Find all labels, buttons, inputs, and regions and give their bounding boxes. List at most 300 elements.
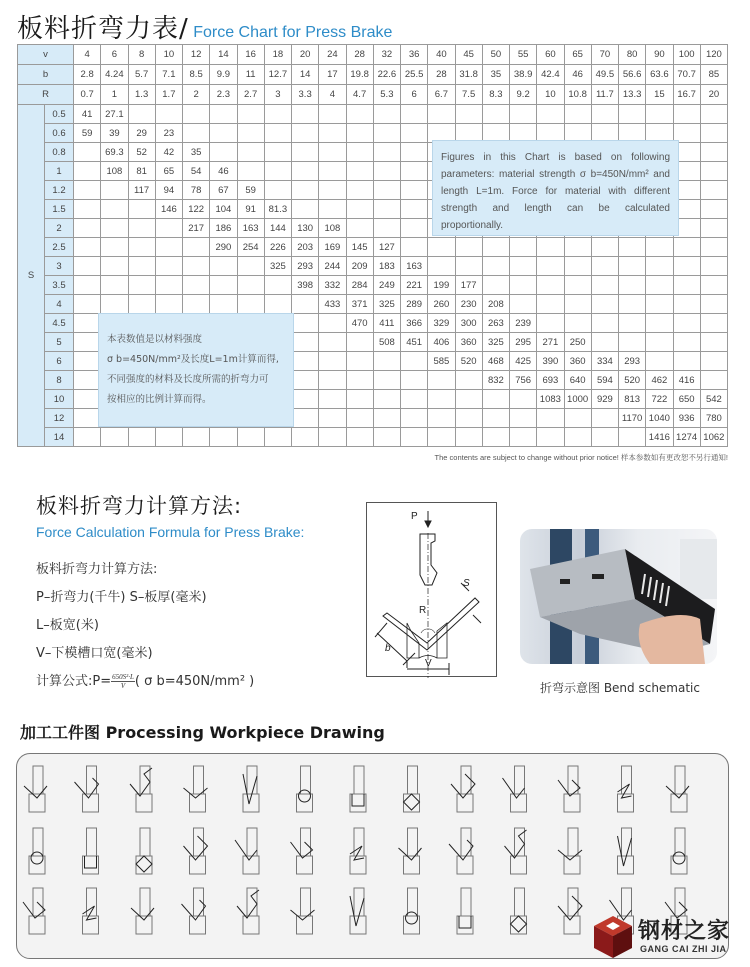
table-cell	[319, 371, 346, 390]
table-cell: 411	[373, 314, 400, 333]
table-cell	[74, 428, 101, 447]
table-cell	[210, 276, 237, 295]
table-cell	[700, 371, 727, 390]
table-cell	[591, 105, 618, 124]
table-cell: 271	[537, 333, 564, 352]
thickness-label: 12	[45, 409, 74, 428]
table-cell: 1.3	[128, 85, 155, 105]
table-cell	[455, 257, 482, 276]
table-cell: 1062	[700, 428, 727, 447]
table-cell	[101, 219, 128, 238]
table-cell: 1083	[537, 390, 564, 409]
table-cell: 594	[591, 371, 618, 390]
note-zh-line: 不同强度的材料及长度所需的折弯力可	[107, 374, 269, 385]
workpiece-section-title: 加工工件图 Processing Workpiece Drawing	[20, 723, 385, 742]
table-cell	[74, 314, 101, 333]
table-cell	[74, 200, 101, 219]
table-cell	[564, 295, 591, 314]
table-cell	[564, 314, 591, 333]
table-cell: 366	[401, 314, 428, 333]
table-cell	[210, 428, 237, 447]
table-cell	[74, 257, 101, 276]
table-cell: 640	[564, 371, 591, 390]
table-cell	[455, 390, 482, 409]
table-cell: 11.7	[591, 85, 618, 105]
table-cell	[373, 409, 400, 428]
table-cell	[700, 181, 727, 200]
table-cell	[237, 276, 264, 295]
table-header-row-v	[18, 45, 728, 65]
table-cell	[591, 428, 618, 447]
formula-line: 板料折弯力计算方法:	[36, 562, 158, 577]
table-cell: 4.24	[101, 65, 128, 85]
table-cell	[401, 428, 428, 447]
table-cell	[591, 295, 618, 314]
table-cell: 80	[619, 45, 646, 65]
formula-line: V–下模槽口宽(毫米)	[36, 646, 153, 661]
table-cell	[292, 162, 319, 181]
table-cell: 46	[210, 162, 237, 181]
table-cell	[428, 257, 455, 276]
table-header-row-b	[18, 65, 728, 85]
table-row	[18, 295, 728, 314]
table-cell: 6	[401, 85, 428, 105]
press-brake-bend-icon	[367, 503, 498, 678]
table-cell: 10.8	[564, 85, 591, 105]
table-cell	[619, 333, 646, 352]
table-cell	[292, 371, 319, 390]
table-cell: 325	[482, 333, 509, 352]
table-cell	[373, 219, 400, 238]
table-cell	[401, 238, 428, 257]
table-cell	[700, 352, 727, 371]
table-cell: 230	[455, 295, 482, 314]
table-cell	[373, 428, 400, 447]
table-cell: 284	[346, 276, 373, 295]
table-cell	[373, 200, 400, 219]
table-cell	[673, 333, 700, 352]
table-cell	[155, 295, 182, 314]
logo-cube-icon	[592, 914, 634, 960]
note-zh-line: 按相应的比例计算而得。	[107, 394, 212, 405]
table-cell: 38.9	[510, 65, 537, 85]
table-cell	[700, 333, 727, 352]
thickness-label: 4	[45, 295, 74, 314]
table-cell	[292, 105, 319, 124]
table-cell: 17	[319, 65, 346, 85]
table-cell: 11	[237, 65, 264, 85]
logo-name-pinyin: GANG CAI ZHI JIA	[640, 944, 727, 954]
table-cell: 300	[455, 314, 482, 333]
table-cell	[373, 124, 400, 143]
table-cell: 756	[510, 371, 537, 390]
thickness-label: 3.5	[45, 276, 74, 295]
table-cell	[646, 333, 673, 352]
table-cell	[646, 352, 673, 371]
table-cell: 451	[401, 333, 428, 352]
table-cell	[537, 314, 564, 333]
table-cell: 3	[264, 85, 291, 105]
table-cell	[292, 428, 319, 447]
table-row	[18, 105, 728, 124]
table-cell	[74, 409, 101, 428]
table-cell	[101, 295, 128, 314]
table-cell: 8.5	[183, 65, 210, 85]
table-cell: 90	[646, 45, 673, 65]
table-cell	[401, 181, 428, 200]
table-cell	[700, 143, 727, 162]
table-cell	[673, 105, 700, 124]
table-cell	[401, 124, 428, 143]
table-cell	[401, 390, 428, 409]
table-cell: 52	[128, 143, 155, 162]
thickness-label: 5	[45, 333, 74, 352]
table-cell	[510, 276, 537, 295]
table-cell	[346, 352, 373, 371]
bend-photo	[520, 529, 717, 664]
table-cell	[537, 276, 564, 295]
table-cell	[428, 371, 455, 390]
table-cell	[346, 219, 373, 238]
table-cell: 468	[482, 352, 509, 371]
table-cell: 146	[155, 200, 182, 219]
thickness-label: 0.8	[45, 143, 74, 162]
table-header-row-r	[18, 85, 728, 105]
table-cell	[292, 314, 319, 333]
table-cell: 0.7	[74, 85, 101, 105]
table-cell: 508	[373, 333, 400, 352]
table-cell: 244	[319, 257, 346, 276]
table-cell	[428, 428, 455, 447]
table-cell: 39	[101, 124, 128, 143]
table-cell: 325	[264, 257, 291, 276]
table-cell	[591, 409, 618, 428]
formula-equation: 计算公式:P= $\frac{\text{650S²·L}}{V}$( σ b=450N/mm² )	[36, 673, 255, 690]
table-cell: 325	[373, 295, 400, 314]
table-cell: 20	[292, 45, 319, 65]
table-cell: 25.5	[401, 65, 428, 85]
table-cell: 186	[210, 219, 237, 238]
table-cell: 100	[673, 45, 700, 65]
table-cell	[74, 390, 101, 409]
table-cell	[264, 124, 291, 143]
table-cell	[237, 257, 264, 276]
table-cell: 28	[428, 65, 455, 85]
table-cell: 360	[455, 333, 482, 352]
table-cell	[128, 276, 155, 295]
bend-diagram	[366, 502, 497, 677]
table-cell: 24	[319, 45, 346, 65]
table-cell: 226	[264, 238, 291, 257]
table-cell	[619, 105, 646, 124]
table-cell: 371	[346, 295, 373, 314]
table-cell	[292, 295, 319, 314]
table-cell: 18	[264, 45, 291, 65]
table-cell	[673, 352, 700, 371]
table-cell: 35	[183, 143, 210, 162]
table-cell	[537, 238, 564, 257]
table-cell	[455, 105, 482, 124]
table-cell: 1.7	[155, 85, 182, 105]
table-cell: 14	[292, 65, 319, 85]
table-cell	[455, 409, 482, 428]
table-cell	[346, 105, 373, 124]
bent-sheet-metal-image	[520, 529, 717, 664]
table-cell: 6	[101, 45, 128, 65]
page-title-en: Force Chart for Press Brake	[188, 24, 393, 41]
table-cell: 203	[292, 238, 319, 257]
table-cell	[155, 238, 182, 257]
table-cell	[482, 238, 509, 257]
table-cell	[292, 333, 319, 352]
table-cell: 22.6	[373, 65, 400, 85]
thickness-label: 10	[45, 390, 74, 409]
table-cell: 28	[346, 45, 373, 65]
table-cell: 20	[700, 85, 727, 105]
svg-text:P: P	[411, 511, 418, 522]
table-cell	[155, 105, 182, 124]
table-cell	[619, 314, 646, 333]
table-cell: 585	[428, 352, 455, 371]
table-cell	[319, 428, 346, 447]
thickness-label: 8	[45, 371, 74, 390]
table-cell	[264, 181, 291, 200]
note-zh-line: 本表数值是以材料强度	[107, 334, 203, 345]
table-cell: 169	[319, 238, 346, 257]
table-cell: 4.7	[346, 85, 373, 105]
table-cell: 41	[74, 105, 101, 124]
table-cell: 520	[619, 371, 646, 390]
table-cell: 693	[537, 371, 564, 390]
table-cell: 10	[537, 85, 564, 105]
table-cell	[482, 428, 509, 447]
table-cell	[183, 124, 210, 143]
table-cell	[401, 352, 428, 371]
table-cell	[700, 219, 727, 238]
table-cell: 65	[564, 45, 591, 65]
table-cell	[264, 295, 291, 314]
table-cell: 360	[564, 352, 591, 371]
table-cell	[183, 295, 210, 314]
table-cell: 2.3	[210, 85, 237, 105]
table-cell: 163	[237, 219, 264, 238]
table-cell: 122	[183, 200, 210, 219]
table-cell	[700, 124, 727, 143]
table-cell	[74, 143, 101, 162]
table-cell	[183, 238, 210, 257]
table-cell	[646, 238, 673, 257]
table-cell	[537, 428, 564, 447]
table-cell: 293	[619, 352, 646, 371]
table-cell	[319, 105, 346, 124]
thickness-label: 0.6	[45, 124, 74, 143]
table-cell	[700, 314, 727, 333]
table-cell: 2.7	[237, 85, 264, 105]
table-cell	[128, 105, 155, 124]
table-cell	[346, 124, 373, 143]
table-cell	[346, 428, 373, 447]
table-cell: 59	[74, 124, 101, 143]
table-cell	[619, 428, 646, 447]
table-cell	[155, 257, 182, 276]
table-cell	[401, 200, 428, 219]
table-cell: 4	[74, 45, 101, 65]
table-cell: 470	[346, 314, 373, 333]
table-cell: 144	[264, 219, 291, 238]
table-cell: 36	[401, 45, 428, 65]
table-row	[18, 276, 728, 295]
disclaimer-text: The contents are subject to change without prior notice! 样本参数如有更改恕不另行通知!	[434, 453, 728, 462]
table-cell	[428, 238, 455, 257]
table-cell	[646, 295, 673, 314]
table-cell	[183, 257, 210, 276]
table-cell: 217	[183, 219, 210, 238]
logo-name-cn: 钢材之家	[638, 919, 731, 944]
table-cell: 10	[155, 45, 182, 65]
table-cell	[455, 371, 482, 390]
table-cell	[564, 105, 591, 124]
table-cell: 40	[428, 45, 455, 65]
note-box-chinese	[98, 313, 294, 427]
table-cell: 27.1	[101, 105, 128, 124]
table-cell	[292, 181, 319, 200]
table-cell: 16	[237, 45, 264, 65]
table-cell: 65	[155, 162, 182, 181]
table-cell: 23	[155, 124, 182, 143]
svg-text:S: S	[463, 578, 470, 589]
table-cell: 12	[183, 45, 210, 65]
table-cell	[292, 124, 319, 143]
table-cell: 390	[537, 352, 564, 371]
table-cell: 433	[319, 295, 346, 314]
formula-line: P–折弯力(千牛) S–板厚(毫米)	[36, 590, 207, 605]
table-cell	[510, 295, 537, 314]
table-row	[18, 257, 728, 276]
table-cell	[591, 333, 618, 352]
table-cell	[673, 295, 700, 314]
table-cell	[373, 352, 400, 371]
table-cell	[646, 314, 673, 333]
table-cell	[128, 238, 155, 257]
table-cell: 35	[482, 65, 509, 85]
table-cell: 46	[564, 65, 591, 85]
table-cell: 425	[510, 352, 537, 371]
thickness-label: 2	[45, 219, 74, 238]
photo-caption: 折弯示意图 Bend schematic	[540, 681, 700, 695]
row-label-b: b	[18, 65, 74, 85]
table-cell	[101, 200, 128, 219]
table-cell: 208	[482, 295, 509, 314]
table-cell	[373, 105, 400, 124]
table-cell: 163	[401, 257, 428, 276]
table-cell: 832	[482, 371, 509, 390]
table-cell: 130	[292, 219, 319, 238]
table-cell: 42.4	[537, 65, 564, 85]
thickness-label: 1	[45, 162, 74, 181]
table-cell	[591, 257, 618, 276]
table-cell: 177	[455, 276, 482, 295]
table-cell	[319, 143, 346, 162]
table-cell: 1274	[673, 428, 700, 447]
table-cell: 120	[700, 45, 727, 65]
thickness-label: 0.5	[45, 105, 74, 124]
table-cell	[319, 314, 346, 333]
table-cell	[101, 428, 128, 447]
table-cell: 108	[101, 162, 128, 181]
table-cell	[74, 276, 101, 295]
table-cell	[591, 314, 618, 333]
table-cell	[264, 143, 291, 162]
table-cell: 239	[510, 314, 537, 333]
table-cell	[428, 105, 455, 124]
table-cell	[74, 371, 101, 390]
table-cell	[537, 295, 564, 314]
table-cell	[237, 143, 264, 162]
table-cell	[401, 105, 428, 124]
table-cell: 63.6	[646, 65, 673, 85]
table-cell: 15	[646, 85, 673, 105]
table-cell	[183, 105, 210, 124]
table-cell	[346, 371, 373, 390]
table-cell	[564, 276, 591, 295]
svg-text:b: b	[385, 643, 391, 654]
table-cell	[537, 105, 564, 124]
table-cell	[510, 428, 537, 447]
table-cell	[510, 390, 537, 409]
table-cell	[482, 409, 509, 428]
table-cell: 289	[401, 295, 428, 314]
table-cell	[346, 162, 373, 181]
svg-text:V: V	[425, 658, 432, 669]
table-cell	[700, 105, 727, 124]
table-cell	[401, 143, 428, 162]
table-cell: 55	[510, 45, 537, 65]
table-cell: 254	[237, 238, 264, 257]
table-cell: 8	[128, 45, 155, 65]
table-cell	[155, 219, 182, 238]
table-cell	[564, 428, 591, 447]
table-row	[18, 238, 728, 257]
table-cell	[673, 238, 700, 257]
table-cell: 2.8	[74, 65, 101, 85]
table-cell	[319, 352, 346, 371]
table-cell	[319, 181, 346, 200]
table-cell: 329	[428, 314, 455, 333]
row-label-v: v	[18, 45, 74, 65]
table-cell: 929	[591, 390, 618, 409]
table-cell: 127	[373, 238, 400, 257]
table-cell	[346, 409, 373, 428]
table-cell	[210, 257, 237, 276]
table-cell: 32	[373, 45, 400, 65]
table-cell: 2	[183, 85, 210, 105]
table-cell: 9.9	[210, 65, 237, 85]
table-cell	[401, 371, 428, 390]
table-cell	[510, 238, 537, 257]
table-cell	[319, 162, 346, 181]
table-cell: 29	[128, 124, 155, 143]
table-cell	[210, 143, 237, 162]
table-cell: 45	[455, 45, 482, 65]
table-cell	[591, 238, 618, 257]
table-cell: 117	[128, 181, 155, 200]
table-cell	[237, 295, 264, 314]
table-cell: 91	[237, 200, 264, 219]
table-cell	[510, 257, 537, 276]
table-cell: 70	[591, 45, 618, 65]
table-cell	[237, 428, 264, 447]
table-cell: 42	[155, 143, 182, 162]
